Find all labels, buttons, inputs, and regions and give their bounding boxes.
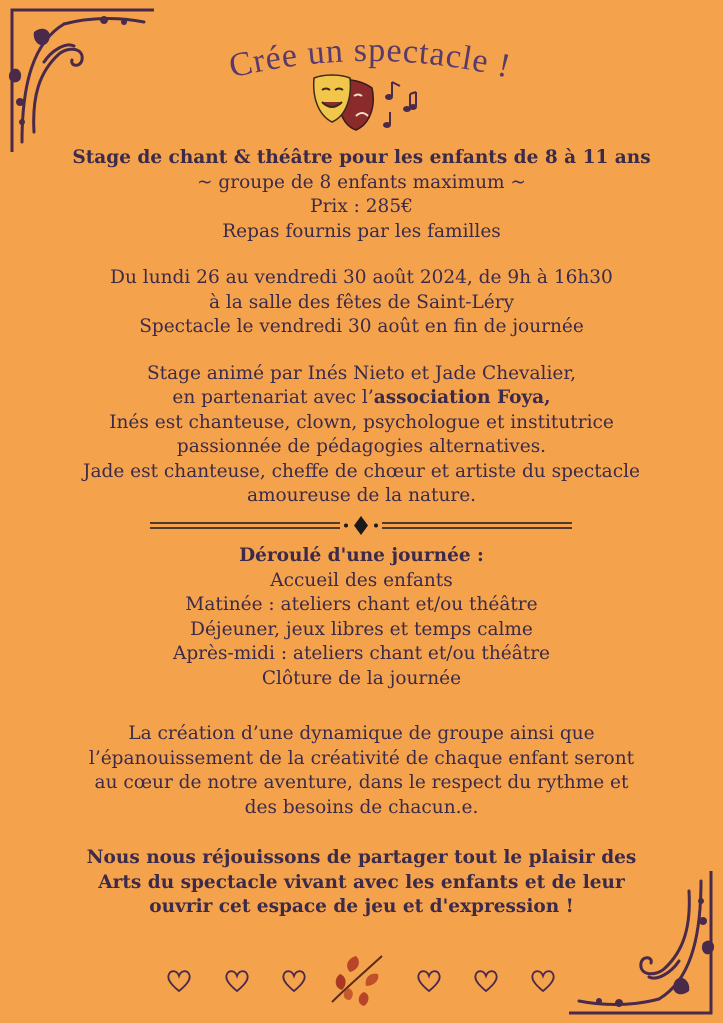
closing-line: des besoins de chacun.e. <box>244 796 479 818</box>
hosts-line-5: Jade est chanteuse, cheffe de chœur et artiste du spectacle <box>83 460 640 482</box>
agenda-item: Clôture de la journée <box>261 667 462 689</box>
details-section <box>20 146 703 509</box>
closing-paragraph <box>20 722 703 820</box>
agenda-item: Matinée : ateliers chant et/ou théâtre <box>185 594 538 615</box>
hosts-line-3: Inés est chanteuse, clown, psychologue et institutrice <box>109 411 614 433</box>
meals: Repas fournis par les familles <box>222 220 501 242</box>
corner-ornament-bottom-right-icon <box>569 871 719 1021</box>
theater-masks-icon <box>310 72 380 134</box>
final-line: Arts du spectacle vivant avec les enfants et de leur <box>98 871 625 893</box>
final-line: ouvrir cet espace de jeu et d'expression ! <box>149 896 574 917</box>
closing-line: La création d’une dynamique de groupe ainsi que <box>128 723 595 744</box>
heart-icon <box>529 968 557 994</box>
hosts-line-4: passionnée de pédagogies alternatives. <box>176 436 547 457</box>
agenda-section <box>20 544 703 691</box>
price: Prix : 285€ <box>310 196 413 217</box>
agenda-item: Après-midi : ateliers chant et/ou théâtre <box>172 643 550 664</box>
headline: Stage de chant & théâtre pour les enfants de 8 à 11 ans <box>72 147 651 168</box>
dates: Du lundi 26 au vendredi 30 août 2024, de 9h à 16h30 <box>110 267 613 288</box>
closing-line: au cœur de notre aventure, dans le respect du rythme et <box>94 772 629 793</box>
heart-icon <box>415 968 443 994</box>
venue: à la salle des fêtes de Saint-Léry <box>208 291 515 313</box>
heart-icon <box>165 968 193 994</box>
partner-name: association Foya, <box>373 387 551 408</box>
corner-ornament-top-left-icon <box>4 2 154 152</box>
music-notes-icon <box>378 76 422 128</box>
agenda-item: Déjeuner, jeux libres et temps calme <box>190 618 533 640</box>
partner-prefix: en partenariat avec l’ <box>172 387 374 408</box>
agenda-item: Accueil des enfants <box>270 569 453 591</box>
agenda-heading: Déroulé d'une journée : <box>239 545 484 566</box>
hosts-line-1: Stage animé par Inés Nieto et Jade Chevalier, <box>146 362 577 384</box>
heart-icon <box>223 968 251 994</box>
show-date: Spectacle le vendredi 30 août en fin de journée <box>139 316 584 337</box>
divider-icon <box>150 514 572 538</box>
heart-icon <box>280 968 308 994</box>
hosts-line-2 <box>20 386 703 411</box>
hosts-line-6: amoureuse de la nature. <box>246 485 477 506</box>
title-text: Crée un spectacle ! <box>225 31 515 86</box>
heart-icon <box>472 968 500 994</box>
group-size: ~ groupe de 8 enfants maximum ~ <box>197 171 526 193</box>
final-line: Nous nous réjouissons de partager tout le plaisir des <box>86 847 637 868</box>
closing-line: l’épanouissement de la créativité de chaque enfant seront <box>88 747 635 769</box>
autumn-leaves-icon <box>322 948 392 1010</box>
